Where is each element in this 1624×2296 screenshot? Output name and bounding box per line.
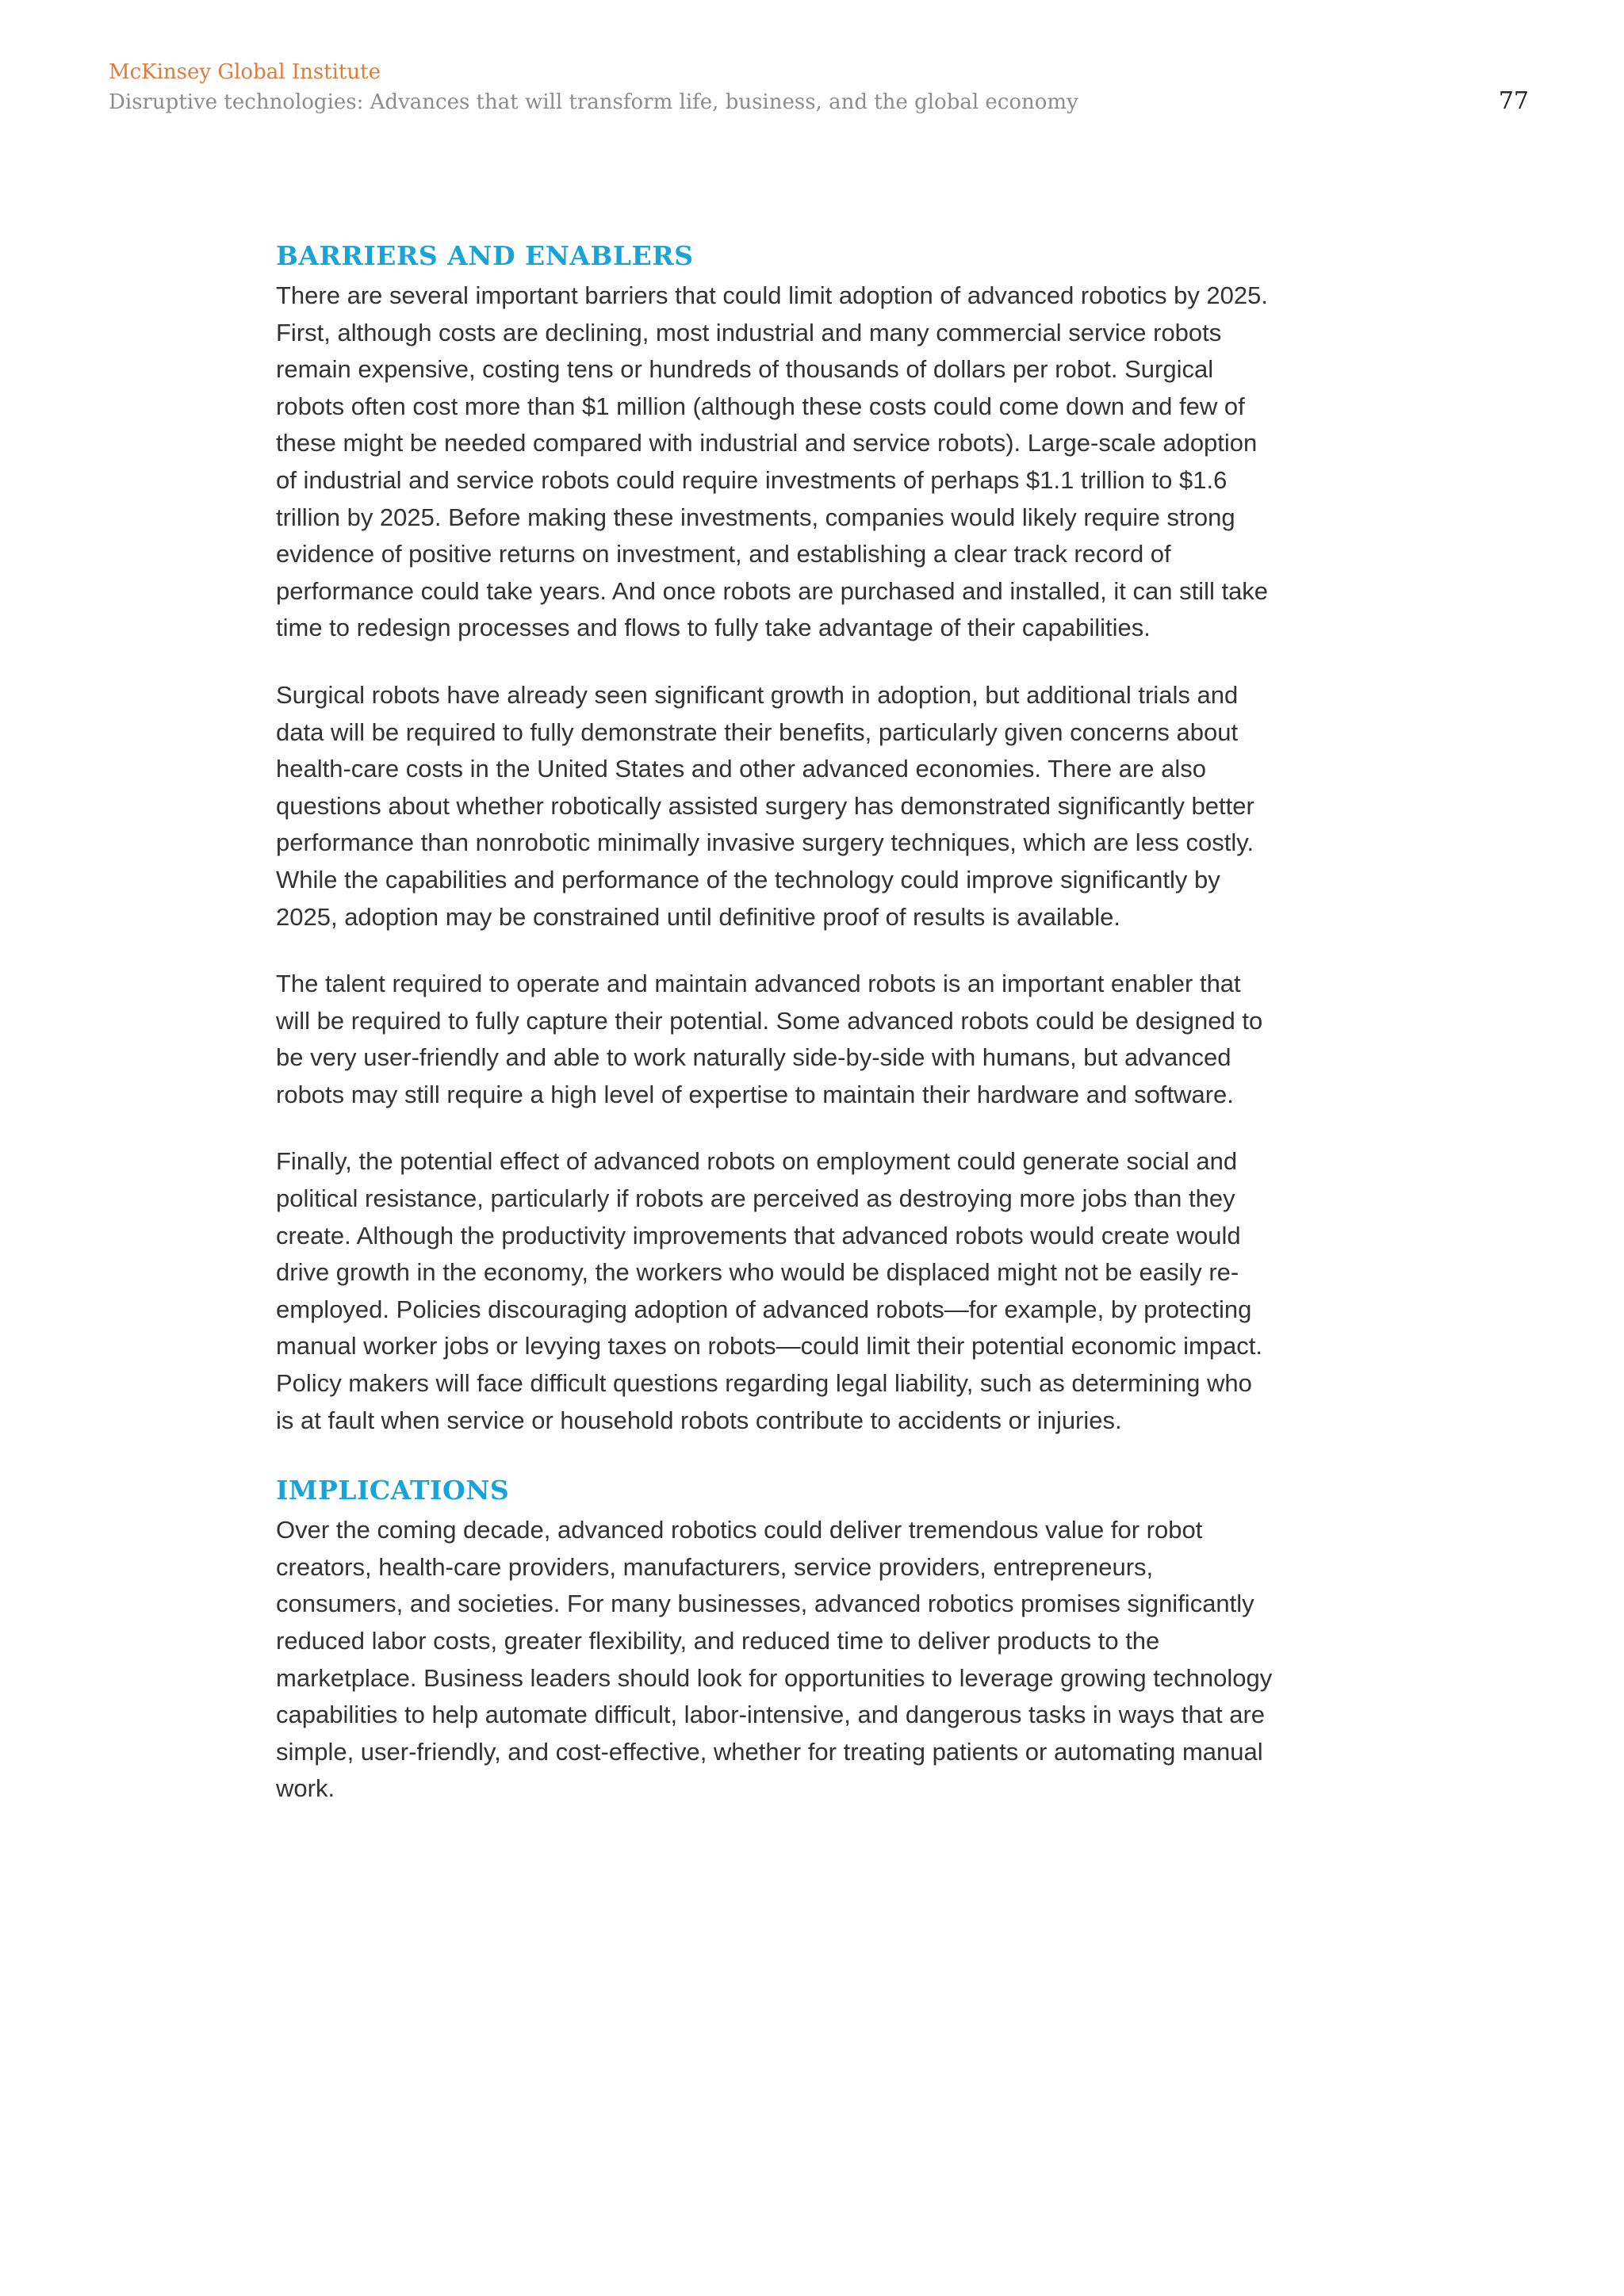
paragraph: Over the coming decade, advanced robotics could deliver tremendous value for robot creators, health-care providers, manufacturers, service providers, entrepreneurs, consumers, and societies. For many businesses, advanced robotics promises significantly reduced labor costs, greater flexibility, and reduced time to deliver products to the marketplace. Business leaders should look for opportunities to leverage growing technology capabilities to help automate difficult, labor-intensive, and dangerous tasks in ways that are simple, user-friendly, and cost-effective, whether for treating patients or automating manual work. [276, 1516, 1273, 1803]
paragraph: Finally, the potential effect of advanced robots on employment could generate social and political resistance, particularly if robots are perceived as destroying more jobs than they create. Although the productivity improvements that advanced robots would create would drive growth in the economy, the workers who would be displaced might not be easily re-employed. Policies discouraging adoption of advanced robots—for example, by protecting manual worker jobs or levying taxes on robots—could limit their potential economic impact. Policy makers will face difficult questions regarding legal liability, such as determining who is at fault when service or household robots contribute to accidents or injuries. [276, 1147, 1263, 1434]
publisher-name: McKinsey Global Institute [109, 60, 381, 84]
section-barriers-and-enablers [276, 235, 1275, 1439]
main-content [276, 235, 1275, 1838]
paragraph: The talent required to operate and maintain advanced robots is an important enabler that will be required to fully capture their potential. Some advanced robots could be designed to be very user-friendly and able to work naturally side-by-side with humans, but advanced robots may still require a high level of expertise to maintain their hardware and software. [276, 970, 1263, 1108]
page-number: 77 [1498, 87, 1529, 115]
report-title: Disruptive technologies: Advances that will transform life, business, and the global economy [109, 90, 1078, 114]
running-header [109, 57, 1536, 117]
section-implications [276, 1469, 1275, 1808]
paragraph: There are several important barriers that could limit adoption of advanced robotics by 2025. First, although costs are declining, most industrial and many commercial service robots remain expensive, costing tens or hundreds of thousands of dollars per robot. Surgical robots often cost more than $1 million (although these costs could come down and few of these might be needed compared with industrial and service robots). Large-scale adoption of industrial and service robots could require investments of perhaps $1.1 trillion to $1.6 trillion by 2025. Before making these investments, companies would likely require strong evidence of positive returns on investment, and establishing a clear track record of performance could take years. And once robots are purchased and installed, it can still take time to redesign processes and flows to fully take advantage of their capabilities. [276, 281, 1269, 642]
paragraph: Surgical robots have already seen significant growth in adoption, but additional trials and data will be required to fully demonstrate their benefits, particularly given concerns about health-care costs in the United States and other advanced economies. There are also questions about whether robotically assisted surgery has demonstrated significantly better performance than nonrobotic minimally invasive surgery techniques, which are less costly. While the capabilities and performance of the technology could improve significantly by 2025, adoption may be constrained until definitive proof of results is available. [276, 680, 1254, 931]
section-heading: BARRIERS AND ENABLERS [276, 240, 694, 271]
section-heading: IMPLICATIONS [276, 1475, 510, 1506]
